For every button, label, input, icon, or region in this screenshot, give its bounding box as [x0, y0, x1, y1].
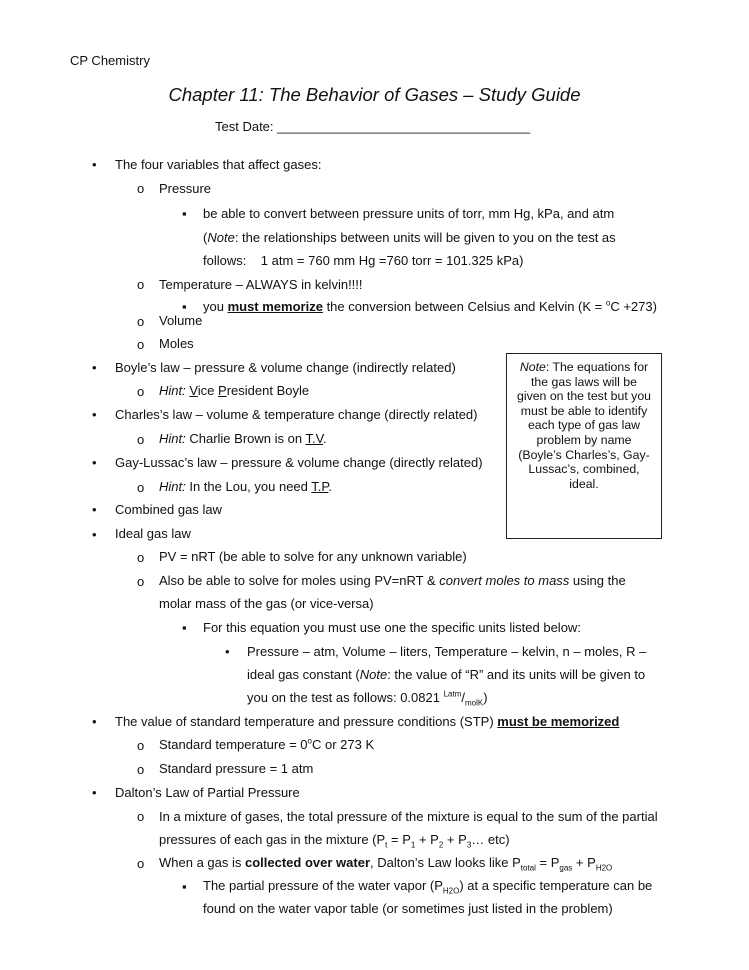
units-line1: Pressure – atm, Volume – liters, Temperature – kelvin, n – moles, R – [247, 644, 647, 659]
bullet-dot [92, 359, 97, 376]
bullet-circle [137, 573, 144, 590]
bullet-circle [137, 479, 144, 496]
page-title: Chapter 11: The Behavior of Gases – Study Guide [168, 84, 581, 105]
moles-to-mass-line2: molar mass of the gas (or vice-versa) [159, 596, 374, 611]
memorize-kelvin: you must memorize the conversion between Celsius and Kelvin (K = $^o$C +273) [203, 298, 657, 314]
bullet-dot [92, 156, 97, 173]
bullet-circle [137, 855, 144, 872]
standard-temperature: Standard temperature = $0^oC$ or 273 K [159, 736, 375, 752]
bullet-circle [137, 761, 144, 778]
bullet-circle [137, 808, 144, 825]
bullet-circle [137, 383, 144, 400]
note-box [506, 353, 662, 539]
bullet-circle [137, 313, 144, 330]
note-label: Note [207, 230, 235, 245]
bullet-circle [137, 737, 144, 754]
units-intro: For this equation you must use one the specific units listed below: [203, 620, 581, 635]
bullet-circle [137, 431, 144, 448]
bullet-dot [92, 454, 97, 471]
test-date-line: Test Date: ___________________________________ [215, 119, 531, 134]
bullet-square [182, 205, 187, 222]
bullet-square [182, 878, 187, 895]
bullet-dot [92, 501, 97, 518]
variables-intro: The four variables that affect gases: [115, 157, 322, 172]
dalton-over-water: When a gas is collected over water, Dalton’s Law looks like $P_{total} = P_{gas} + P_{H2O}$ [159, 855, 613, 873]
moles-to-mass-line1: Also be able to solve for moles using PV=nRT & convert moles to mass using the [159, 573, 626, 588]
bullet-circle [137, 180, 144, 197]
combined-gas-law: Combined gas law [115, 502, 222, 517]
water-vapor-line1: The partial pressure of the water vapor $(P_{H2O})$ at a specific temperature can be [203, 878, 653, 896]
water-vapor-line2: found on the water vapor table (or sometimes just listed in the problem) [203, 901, 613, 916]
bullet-dot [92, 784, 97, 801]
pressure-units: be able to convert between pressure units of torr, mm Hg, kPa, and atm [203, 206, 615, 221]
item-pressure: Pressure [159, 181, 212, 196]
bullet-circle [137, 549, 144, 566]
item-temperature: Temperature – ALWAYS in kelvin!!!! [159, 277, 363, 292]
standard-pressure: Standard pressure = 1 atm [159, 761, 314, 776]
bullet-circle [137, 276, 144, 293]
bullet-dot [92, 713, 97, 730]
dalton-heading: Dalton’s Law of Partial Pressure [115, 785, 300, 800]
boyles-law: Boyle’s law – pressure & volume change (indirectly related) [115, 360, 456, 375]
course-name: CP Chemistry [70, 53, 150, 68]
boyle-hint: Hint: Vice President Boyle [159, 383, 310, 398]
bullet-square [182, 619, 187, 636]
pv-nrt: PV = nRT (be able to solve for any unknown variable) [159, 549, 467, 564]
pressure-note-line2: follows: 1 atm = 760 mm Hg =760 torr = 101.325 kPa) [203, 253, 524, 268]
must-memorize-emphasis: must memorize [227, 299, 323, 314]
units-line2: ideal gas constant (Note: the value of “R” and its units will be given to [247, 667, 646, 682]
pressure-note-line1: (Note: the relationships between units will be given to you on the test as [203, 230, 616, 245]
ideal-gas-law: Ideal gas law [115, 526, 191, 541]
gay-lussacs-law: Gay-Lussac’s law – pressure & volume change (directly related) [115, 455, 483, 470]
dalton-mixture-line1: In a mixture of gases, the total pressure of the mixture is equal to the sum of the partial [159, 809, 658, 824]
item-moles: Moles [159, 336, 194, 351]
bullet-circle [137, 336, 144, 353]
bullet-dot [92, 406, 97, 423]
gay-lussac-hint: Hint: In the Lou, you need T.P. [159, 479, 332, 494]
charles-hint: Hint: Charlie Brown is on T.V. [159, 431, 327, 446]
item-volume: Volume [159, 313, 203, 328]
bullet-dot [225, 643, 230, 660]
note-box-text: : The equations for the gas laws will be given on the test but you must be able to identify each type of gas law problem by name (Boyle’s Charles’s, Gay-Lussac’s, combined, ideal. [517, 360, 651, 491]
units-line3: you on the test as follows: 0.0821 $^{Latm}/_{molK}$) [247, 689, 488, 708]
charles-law: Charles’s law – volume & temperature change (directly related) [115, 407, 478, 422]
dalton-mixture-line2: pressures of each gas in the mixture ($P_t = P_1 + P_2$ + $P_3\dots$ etc) [159, 832, 510, 850]
note-box-label: Note [519, 360, 546, 374]
stp-heading: The value of standard temperature and pressure conditions (STP) must be memorized [115, 714, 620, 729]
bullet-dot [92, 526, 97, 543]
